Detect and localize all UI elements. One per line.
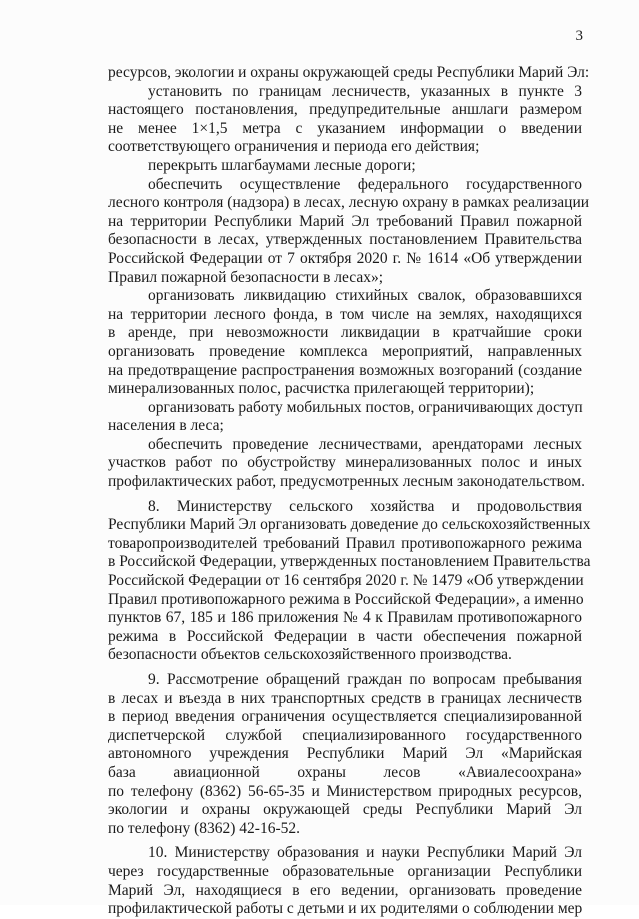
text-line: обеспечить проведение лесничествами, арендаторами лесных [148,435,582,453]
text-line: Правил противопожарного режима в Российской Федерации», а именно [108,590,584,608]
text-line: по телефону (8362) 42-16-52. [108,819,300,837]
text-line: диспетчерской службой специализированного государственного [108,726,582,744]
text-line: обеспечить осуществление федерального государственного [148,175,582,193]
text-line: товаропроизводителей требований Правил противопожарного режима [108,534,582,552]
text-line: пунктов 67, 185 и 186 приложения № 4 к Правилам противопожарного [108,609,582,627]
text-line: Российской Федерации от 7 октября 2020 г. № 1614 «Об утверждении [108,249,582,267]
text-line: не менее 1×1,5 метра с указанием информации о введении [108,119,582,137]
text-line: на территории лесного фонда, в том числе на землях, находящихся [108,305,582,323]
text-line: в период введения ограничения осуществляется специализированной [108,708,582,726]
text-line: лесного контроля (надзора) в лесах, лесную охрану в рамках реализации [108,194,590,212]
text-line: участков работ по обустройству минерализованных полос и иных [108,454,582,472]
text-line: по телефону (8362) 56-65-35 и Министерством природных ресурсов, [108,782,582,800]
text-line: 9. Рассмотрение обращений граждан по вопросам пребывания [148,671,582,688]
page-number: 3 [575,28,583,44]
text-line: профилактической работы с детьми и их родителями о соблюдении мер [108,900,583,918]
document-body [108,64,591,919]
text-line: на предотвращение распространения возможных возгораний (создание [108,361,582,379]
text-line: на территории Республики Марий Эл требований Правил пожарной [108,212,582,230]
text-line: перекрыть шлагбаумами лесные дороги; [148,156,416,174]
text-line: 10. Министерству образования и науки Республики Марий Эл [148,844,582,862]
text-line: профилактических работ, предусмотренных лесным законодательством. [108,473,585,491]
text-line: организовать проведение комплекса мероприятий, направленных [108,342,582,360]
text-line: база авиационной охраны лесов «Авиалесоохрана» [108,763,582,781]
text-line: экологии и охраны окружающей среды Республики Марий Эл [108,801,582,819]
text-line: установить по границам лесничеств, указанных в пункте 3 [148,82,582,100]
text-line: через государственные образовательные организации Республики [108,862,582,880]
text-line: в лесах и въезда в них транспортных средств в границах лесничеств [108,689,582,707]
text-line: Правил пожарной безопасности в лесах»; [108,268,384,286]
text-line: 8. Министерству сельского хозяйства и продовольствия [148,497,582,515]
text-line: в аренде, при невозможности ликвидации в кратчайшие сроки [108,324,582,342]
text-line: автономного учреждения Республики Марий Эл «Марийская [108,745,582,763]
text-line: организовать ликвидацию стихийных свалок, образовавшихся [148,287,582,305]
text-line: безопасности объектов сельскохозяйственного производства. [108,646,512,664]
text-line: населения в леса; [108,417,224,435]
text-line: организовать работу мобильных постов, ограничивающих доступ [148,398,583,416]
text-line: режима в Российской Федерации в части обеспечения пожарной [108,627,582,645]
text-line: минерализованных полос, расчистка прилегающей территории); [108,380,535,398]
text-line: безопасности в лесах, утвержденных постановлением Правительства [108,231,582,249]
text-line: настоящего постановления, предупредительные аншлаги размером [108,101,582,119]
text-line: ресурсов, экологии и охраны окружающей среды Республики Марий Эл: [108,64,590,81]
text-line: в Российской Федерации, утвержденных постановлением Правительства [108,553,591,571]
text-line: Республики Марий Эл организовать доведение до сельскохозяйственных [108,516,591,534]
text-line: Российской Федерации от 16 сентября 2020 г. № 1479 «Об утверждении [108,572,584,590]
text-line: соответствующего ограничения и периода его действия; [108,138,480,156]
text-line: Марий Эл, находящиеся в его ведении, организовать проведение [108,881,582,899]
